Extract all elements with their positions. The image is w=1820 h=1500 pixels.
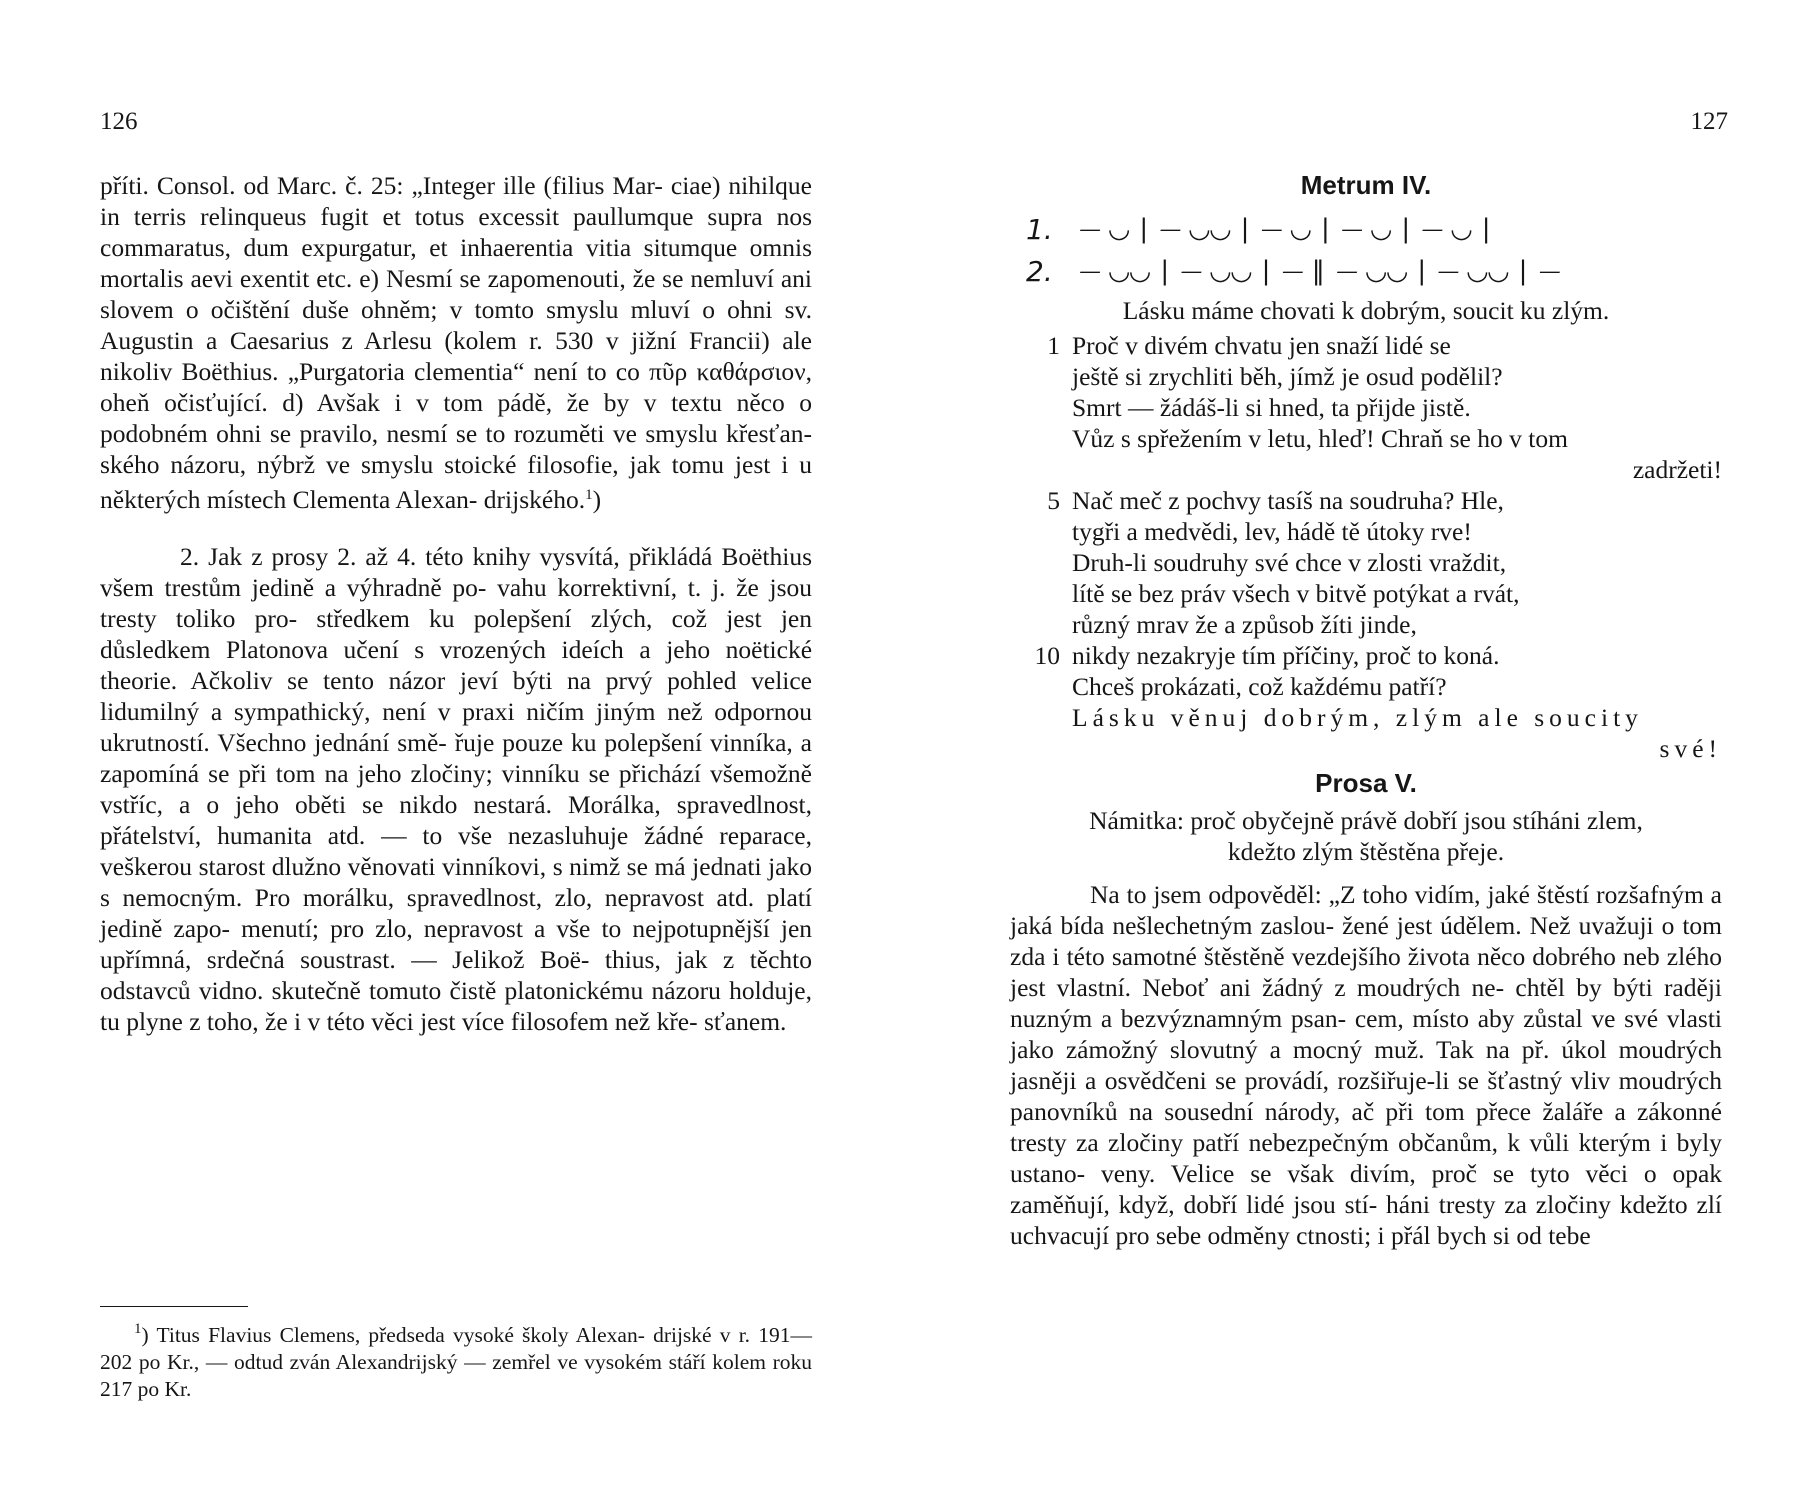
text-line: příti. Consol. od Marc. č. 25: „Integer ille (filius Mar- xyxy=(100,171,663,200)
text-line: středkem ku polepšení zlých, což jest jen důsledkem xyxy=(100,604,812,664)
text-line: velice lidumilný a sympathický, není v praxi ničím xyxy=(100,666,812,726)
text-line: tom přece žaláře a zákonné tresty za zločiny patří xyxy=(1010,1097,1722,1157)
verse-line xyxy=(1010,671,1722,702)
text-line: paullumque supra nos commaratus, dum expurgatur, xyxy=(100,202,813,262)
text-line: není to co πῦρ καθάρσιον, oheň očisťující. d) Avšak xyxy=(100,357,813,417)
left-text-column xyxy=(100,170,812,1037)
metre-scheme-row xyxy=(1010,245,1722,287)
right-page xyxy=(910,0,1820,1500)
text-line: nebezpečným občanům, k vůli kterým i byly ustano- xyxy=(1010,1128,1723,1188)
text-line: Na to jsem odpověděl: „Z toho vidím, jaké xyxy=(1090,880,1530,909)
text-line: čistě platonickému názoru holduje, tu plyne z toho, xyxy=(100,976,813,1036)
verse-text: různý mrav že a způsob žíti jinde, xyxy=(1072,610,1417,639)
text-line: theorie. Ačkoliv se tento názor jeví býti na prvý pohled xyxy=(100,666,737,695)
text-line: vahu korrektivní, t. j. že jsou tresty toliko pro- xyxy=(100,573,812,633)
footnote-number: 1 xyxy=(134,1321,142,1337)
text-line: reparace, veškerou starost dlužno věnovati vinníkovi, xyxy=(100,821,812,881)
verse-line xyxy=(1010,609,1722,640)
verse-number xyxy=(1010,578,1072,609)
text-line: sťanem. xyxy=(704,1007,787,1036)
text-line: veny. Velice se však divím, proč se tyto věci xyxy=(1100,1159,1628,1188)
metre-scheme: ⏤ ◡ | ⏤ ◡◡ | ⏤ ◡ | ⏤ ◡ | ⏤ ◡ | xyxy=(1078,214,1492,244)
text-line: ského názoru, nýbrž ve smyslu stoické filosofie, jak xyxy=(100,450,661,479)
verse-text: Smrt — žádáš-li si hned, ta přijde jistě. xyxy=(1072,393,1471,422)
text-line: háni tresty za zločiny kdežto zlí uchvacují xyxy=(1010,1190,1723,1250)
text-line: štěstí rozšafným a jaká bída nešlechetným zaslou- xyxy=(1010,880,1722,940)
text-line: slovutný a mocný muž. Tak na př. úkol moudrých xyxy=(1169,1035,1722,1064)
metre-number: 2. xyxy=(1026,255,1053,288)
verse-line xyxy=(1010,423,1722,454)
verse-line xyxy=(1010,733,1722,764)
verse-number xyxy=(1010,423,1072,454)
verse-line xyxy=(1010,640,1722,671)
verse-text: Lásku věnuj dobrým, zlým ale soucity xyxy=(1072,703,1643,732)
verse-number xyxy=(1010,516,1072,547)
prose-paragraph xyxy=(1010,879,1722,1251)
paragraph-1 xyxy=(100,170,812,515)
verse-number xyxy=(1010,702,1072,733)
text-line: že i v této věci jest více filosofem než kře- xyxy=(265,1007,698,1036)
page-number-right: 127 xyxy=(1690,108,1728,135)
verse-line xyxy=(1010,547,1722,578)
verse-line xyxy=(1010,392,1722,423)
verse-number xyxy=(1010,733,1072,764)
text-line: i v tom pádě, že by v textu něco o podobném ohni xyxy=(100,388,813,448)
verse-text: Druh-li soudruhy své chce v zlosti vraždit, xyxy=(1072,548,1507,577)
verse-line xyxy=(1010,454,1722,485)
verse-text: Nač meč z pochvy tasíš na soudruha? Hle, xyxy=(1072,486,1504,515)
verse-line xyxy=(1010,361,1722,392)
verse-text: ještě si zrychliti běh, jímž je osud podělil? xyxy=(1072,362,1503,391)
metre-scheme: ⏤ ◡◡ | ⏤ ◡◡ | ⏤ ‖ ⏤ ◡◡ | ⏤ ◡◡ | ⏤ xyxy=(1078,256,1560,286)
metre-number: 1. xyxy=(1026,213,1053,246)
text-line: řuje pouze ku polepšení vinníka, a zapomíná se při tom xyxy=(100,728,812,788)
text-line: samotné štěstěně vezdejšího života něco dobrého neb xyxy=(1111,942,1660,971)
verse-text: lítě se bez práv všech v bitvě potýkat a rvát, xyxy=(1072,579,1520,608)
verse-text: zadržeti! xyxy=(1632,455,1722,484)
verse-number xyxy=(1010,609,1072,640)
text-line: jiným než odpornou ukrutností. Všechno jednání smě- xyxy=(100,697,812,757)
right-text-column xyxy=(1010,170,1722,1251)
text-line: Francii) ale nikoliv Boëthius. „Purgatoria clementia“ xyxy=(100,326,812,386)
text-line: s nimž se má jednati jako s nemocným. Pro morálku, xyxy=(100,852,812,912)
verse-text: své! xyxy=(1659,734,1722,763)
text-line: drijského. xyxy=(483,485,586,514)
text-line: tomu jest i u některých místech Clementa Alexan- xyxy=(100,450,812,514)
text-line: thius, jak z těchto odstavců vidno. skutečně tomuto xyxy=(100,945,812,1005)
summary-line: kdežto zlým štěstěna přeje. xyxy=(1227,837,1505,866)
text-line: o opak zaměňují, když, dobří lidé jsou stí- xyxy=(1010,1159,1723,1219)
verse-number: 1 xyxy=(1047,331,1060,360)
verse-number xyxy=(1010,547,1072,578)
text-line: menutí; pro zlo, nepravost a vše to nejpotupnější xyxy=(241,914,770,943)
text-line: spravedlnost, zlo, nepravost atd. platí jedině zapo- xyxy=(100,883,812,943)
poem xyxy=(1010,330,1722,764)
text-line: žené jest údělem. Než uvažuji o tom zda i této xyxy=(1010,911,1723,971)
text-line: o očištění duše ohněm; v tomto smyslu mluví o ohni xyxy=(185,295,773,324)
text-line: ciae) nihilque in terris relinqueus fugit et totus excessit xyxy=(100,171,813,231)
text-line: zlého jest vlastní. Neboť ani žádný z moudrých ne- xyxy=(1010,942,1722,1002)
verse-text: Vůz s spřežením v letu, hleď! Chraň se ho v tom xyxy=(1072,424,1568,453)
text-line: se pravilo, nesmí se to rozuměti ve smyslu křesťan- xyxy=(269,419,812,448)
metrum-heading: Metrum IV. xyxy=(1300,170,1432,200)
footnote-line: Titus Flavius Clemens, předseda vysoké školy Alexan- xyxy=(156,1323,645,1347)
verse-line xyxy=(1010,330,1722,361)
verse-text: nikdy nezakryje tím příčiny, proč to koná. xyxy=(1072,641,1500,670)
text-line: etc. e) Nesmí se zapomenouti, že se nemluví ani slovem xyxy=(100,264,812,324)
text-line: jen upřímná, srdečná soustrast. — Jelikož Boë- xyxy=(100,914,813,974)
footnote-rule xyxy=(100,1306,248,1307)
text-line: vliv moudrých panovníků na sousední národy, ač při xyxy=(1010,1066,1722,1126)
verse-line xyxy=(1010,516,1722,547)
text-line: et inhaerentia vitia situmque omnis mortalis aevi exentit xyxy=(100,233,813,293)
verse-line xyxy=(1010,702,1722,733)
closing-paren: ) xyxy=(592,485,602,514)
verse-number xyxy=(1010,454,1072,485)
paragraph-2 xyxy=(100,541,812,1037)
text-line: na jeho zločiny; vinníku se přichází všemožně vstříc, xyxy=(100,759,812,819)
verse-text: Chceš prokázati, což každému patří? xyxy=(1072,672,1447,701)
text-line: Platonova učení s vrozených ideích a jeho noëtické xyxy=(226,635,813,664)
text-line: sv. Augustin a Caesarius z Arlesu (kolem r. 530 v jižní xyxy=(100,295,813,355)
page-number-left: 126 xyxy=(100,108,138,135)
text-line: chtěl by býti raději nuzným a bezvýznamným psan- xyxy=(1010,973,1722,1033)
text-line: jasněji a osvědčeni se provádí, rozšiřuje-li se šťastný xyxy=(1010,1066,1563,1095)
footnote-line: zemřel ve vysokém stáří kolem roku 217 po Kr. xyxy=(100,1350,813,1401)
summary-line: Námitka: proč obyčejně právě dobří jsou stíháni zlem, xyxy=(1089,806,1643,835)
prosa-summary xyxy=(1010,805,1722,867)
poem-summary: Lásku máme chovati k dobrým, soucit ku zlým. xyxy=(1122,296,1610,325)
verse-number: 10 xyxy=(1034,641,1060,670)
text-line: 2. Jak z prosy 2. až 4. této knihy vysvítá, přikládá xyxy=(180,542,713,571)
footnote-line: drijské v r. 191—202 po Kr., — odtud zván Alexandrijský — xyxy=(100,1323,812,1374)
verse-line xyxy=(1010,578,1722,609)
verse-number: 5 xyxy=(1047,486,1060,515)
verse-number xyxy=(1010,361,1072,392)
prosa-heading: Prosa V. xyxy=(1315,768,1417,798)
verse-number xyxy=(1010,392,1072,423)
verse-text: tygři a medvědi, lev, hádě tě útoky rve! xyxy=(1072,517,1472,546)
verse-number xyxy=(1010,671,1072,702)
text-line: pro sebe odměny ctnosti; i přál bych si od tebe xyxy=(1115,1221,1591,1250)
verse-text: Proč v divém chvatu jen snaží lidé se xyxy=(1072,331,1451,360)
text-line: cem, místo aby zůstal ve své vlasti jako zámožný xyxy=(1010,1004,1722,1064)
text-line: přátelství, humanita atd. — to vše nezasluhuje žádné xyxy=(100,821,704,850)
text-line: a o jeho oběti se nikdo nestará. Morálka, spravedlnost, xyxy=(179,790,812,819)
verse-line xyxy=(1010,485,1722,516)
metre-scheme-row xyxy=(1010,203,1722,245)
text-line: Boëthius všem trestům jedině a výhradně po- xyxy=(100,542,812,602)
footnote xyxy=(100,1316,812,1403)
closing-paren: ) xyxy=(141,1323,149,1347)
footnote-marker: 1 xyxy=(585,487,593,503)
